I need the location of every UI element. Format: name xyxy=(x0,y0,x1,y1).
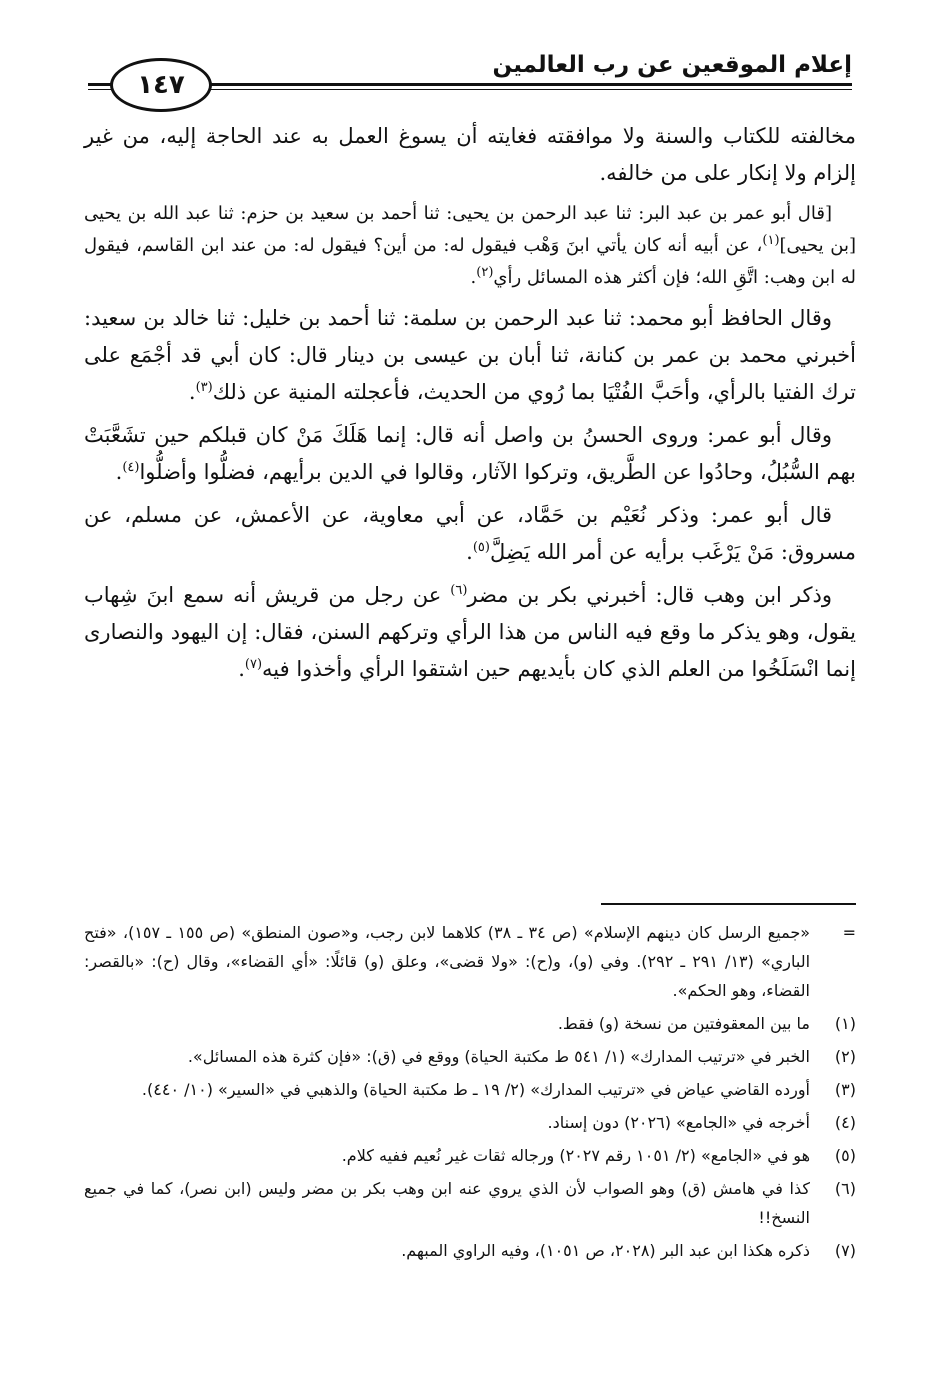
footnote-ref[interactable]: (٤) xyxy=(122,460,140,475)
paragraph-text: ، عن أبيه أنه كان يأتي ابنَ وَهْب فيقول له: من أين؟ فيقول له: من عند ابن القاسم، فيقول له ابن وهب: اتَّقِ الله؛ فإن أكثر هذه المسائل رأي xyxy=(84,235,856,288)
footnote-5 xyxy=(84,1141,856,1170)
running-header-title: إعلام الموقعين عن رب العالمين xyxy=(492,52,852,78)
footnote-ref[interactable]: (١) xyxy=(762,233,780,248)
paragraph-text: وذكر ابن وهب قال: أخبرني بكر بن مضر xyxy=(467,583,832,607)
footnote-ref[interactable]: (٧) xyxy=(244,657,263,672)
paragraph-text: وقال الحافظ أبو محمد: ثنا عبد الرحمن بن سلمة: ثنا أحمد بن خليل: ثنا خالد بن سعيد: أخبرني محمد بن عمر بن كنانة، ثنا أبان بن عيسى بن دينار قال: كان أبي قد أجْمَع على ترك الفتيا بالرأي، وأحَبَّ الفُتْيَا بما رُوي من الحديث، فأعجلته المنية عن ذلك xyxy=(84,306,856,404)
footnote-7 xyxy=(84,1236,856,1265)
footnote-1 xyxy=(84,1009,856,1038)
paragraph-text: . xyxy=(466,540,473,564)
footnote-continuation xyxy=(84,918,856,1005)
footnotes xyxy=(84,918,856,1269)
footnote-mark: (٢) xyxy=(834,1047,856,1066)
footnote-mark: (٤) xyxy=(834,1113,856,1132)
paragraph-text: وقال أبو عمر: وروى الحسنُ بن واصل أنه قال: إنما هَلَكَ مَنْ كان قبلكم حين تشَعَّبَتْ بهم السُّبُلُ، وحادُوا عن الطَّريق، وتركوا الآثار، وقالوا في الدين برأيهم، فضلُّوا وأضلُّوا xyxy=(84,423,856,484)
footnote-4 xyxy=(84,1108,856,1137)
footnote-ref[interactable]: (٦) xyxy=(450,583,468,598)
main-text xyxy=(84,118,856,694)
paragraph-1 xyxy=(84,118,856,192)
footnote-6 xyxy=(84,1174,856,1232)
paragraph-2 xyxy=(84,198,856,294)
page-number-badge: ١٤٧ xyxy=(110,58,212,112)
footnote-2 xyxy=(84,1042,856,1071)
footnote-mark: (٥) xyxy=(834,1146,856,1165)
footnote-ref[interactable]: (٣) xyxy=(195,380,213,395)
footnote-mark: (٦) xyxy=(834,1179,856,1198)
footnote-ref[interactable]: (٥) xyxy=(472,540,490,555)
paragraph-5 xyxy=(84,497,856,571)
paragraph-6 xyxy=(84,577,856,688)
footnote-mark: = xyxy=(842,923,856,942)
paragraph-text: قال أبو عمر: وذكر نُعَيْم بن حَمَّاد، عن أبي معاوية، عن الأعمش، عن مسلم، عن مسروق: مَنْ يَرْغَب برأيه عن أمر الله يَضِلَّ xyxy=(84,503,856,564)
footnote-separator xyxy=(601,903,856,905)
footnote-mark: (٣) xyxy=(834,1080,856,1099)
footnote-text: «جميع الرسل كان دينهم الإسلام» (ص ٣٤ ـ ٣٨) كلاهما لابن رجب، و«صون المنطق» (ص ١٥٥ ـ ١٥٧)، «فتح الباري» (١٣/ ٢٩١ ـ ٢٩٢). وفي (و)، و(ح): «ولا قضى»، وعلق (و) قائلًا: «أي القضاء»، وقال (ح): «بالقصر: القضاء، وهو الحكم». xyxy=(84,923,811,1000)
paragraph-3 xyxy=(84,300,856,411)
footnote-3 xyxy=(84,1075,856,1104)
paragraph-text: مخالفته للكتاب والسنة ولا موافقته فغايته أن يسوغ العمل به عند الحاجة إليه، من غير إلزام ولا إنكار على من خالفه. xyxy=(84,124,856,185)
footnote-text: ذكره هكذا ابن عبد البر (٢٠٢٨، ص ١٠٥١)، وفيه الراوي المبهم. xyxy=(401,1241,810,1260)
footnote-mark: (٧) xyxy=(834,1241,856,1260)
footnote-text: أورده القاضي عياض في «ترتيب المدارك» (٢/ ١٩ ـ ط مكتبة الحياة) والذهبي في «السير» (١٠/ ٤٤٠). xyxy=(141,1080,810,1099)
paragraph-text: . xyxy=(470,267,477,288)
paragraph-text: [قال أبو عمر بن عبد البر: ثنا عبد الرحمن بن يحيى: ثنا أحمد بن سعيد بن حزم: ثنا عبد الله بن يحيى [بن يحيى] xyxy=(84,203,856,256)
footnote-text: كذا في هامش (ق) وهو الصواب لأن الذي يروي عنه ابن وهب بكر بن مضر وليس (ابن نصر)، كما في جميع النسخ!! xyxy=(84,1179,810,1227)
footnote-mark: (١) xyxy=(834,1014,856,1033)
paragraph-4 xyxy=(84,417,856,491)
paragraph-text: . xyxy=(115,460,123,484)
footnote-ref[interactable]: (٢) xyxy=(476,265,494,280)
paragraph-text: . xyxy=(238,657,245,681)
footnote-text: هو في «الجامع» (٢/ ١٠٥١ رقم ٢٠٢٧) ورجاله ثقات غير نُعيم ففيه كلام. xyxy=(341,1146,810,1165)
paragraph-text: عن رجل من قريش أنه سمع ابنَ شِهاب يقول، وهو يذكر ما وقع فيه الناس من هذا الرأي وتركهم السنن، فقال: إن اليهود والنصارى إنما انْسَلَخُوا من العلم الذي كان بأيديهم حين اشتقوا الرأي وأخذوا فيه xyxy=(84,583,856,681)
footnote-text: ما بين المعقوفتين من نسخة (و) فقط. xyxy=(557,1014,810,1033)
paragraph-text: . xyxy=(188,380,196,404)
footnote-text: الخبر في «ترتيب المدارك» (١/ ٥٤١ ط مكتبة الحياة) ووقع في (ق): «فإن كثرة هذه المسائل». xyxy=(187,1047,810,1066)
footnote-text: أخرجه في «الجامع» (٢٠٢٦) دون إسناد. xyxy=(547,1113,810,1132)
